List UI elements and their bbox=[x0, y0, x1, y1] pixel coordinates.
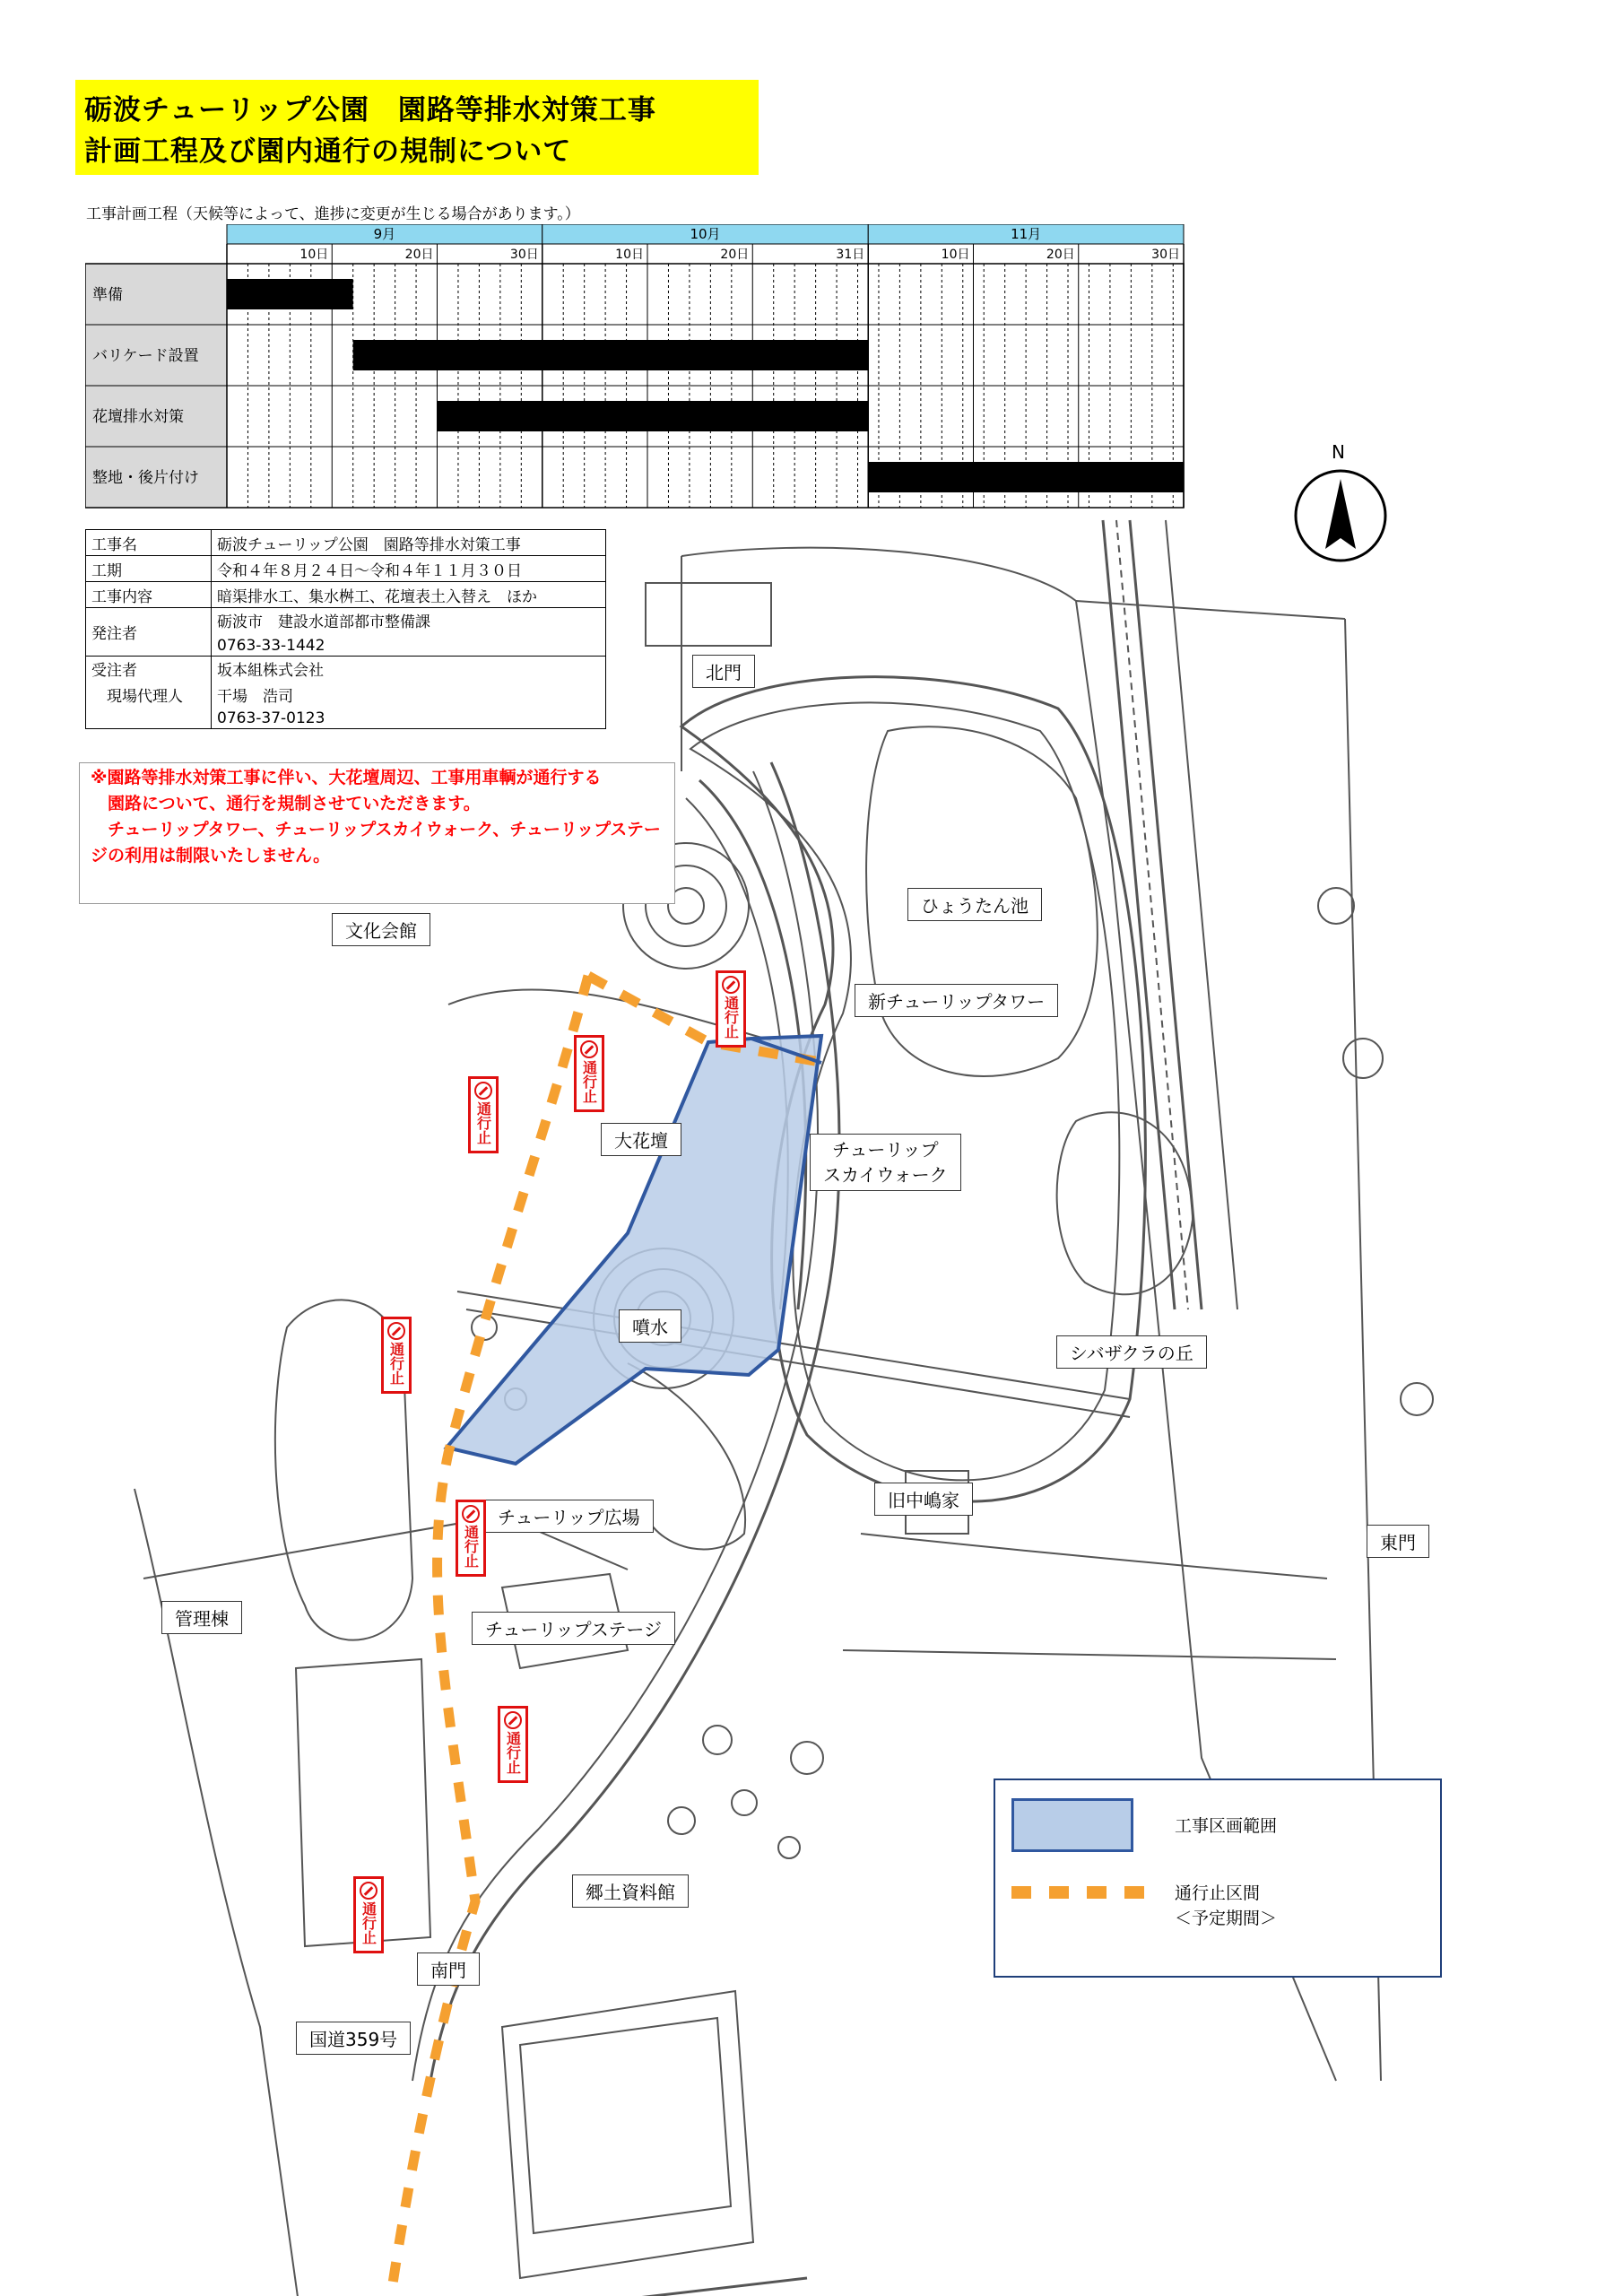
gantt-day-tick-label: 30日 bbox=[1151, 248, 1180, 262]
label-tulip-stage: チューリップステージ bbox=[472, 1612, 675, 1645]
label-bunka-kaikan: 文化会館 bbox=[332, 913, 430, 946]
label-south-gate: 南門 bbox=[417, 1952, 480, 1986]
road-closed-sign: 通行止 bbox=[574, 1035, 604, 1112]
compass-icon bbox=[1291, 466, 1390, 565]
label-east-gate: 東門 bbox=[1367, 1525, 1429, 1558]
gantt-subheader bbox=[227, 244, 1184, 264]
info-value: 令和４年８月２４日～令和４年１１月３０日 bbox=[212, 556, 606, 582]
label-skywalk-line2: スカイウォーク bbox=[823, 1164, 948, 1186]
label-skywalk bbox=[810, 1134, 961, 1191]
gantt-bar bbox=[353, 340, 869, 370]
label-north-gate: 北門 bbox=[692, 655, 755, 688]
no-entry-icon bbox=[504, 1711, 522, 1729]
schedule-gantt-chart bbox=[85, 224, 1188, 518]
gantt-task-label: バリケード設置 bbox=[92, 347, 199, 365]
orderer-phone: 0763-33-1442 bbox=[217, 637, 325, 655]
gantt-month-label: 9月 bbox=[373, 226, 396, 242]
contractor-label: 受注者 bbox=[91, 662, 137, 680]
label-tulip-square: チューリップ広場 bbox=[484, 1500, 654, 1533]
label-nakajima-house: 旧中嶋家 bbox=[874, 1483, 973, 1516]
legend-area-label: 工事区画範囲 bbox=[1175, 1816, 1278, 1836]
label-daikadan: 大花壇 bbox=[601, 1123, 681, 1156]
notice-line-2: 園路について、通行を規制させていただきます。 bbox=[91, 794, 481, 813]
site-agent-label: 現場代理人 bbox=[91, 688, 183, 706]
gantt-month-label: 10月 bbox=[690, 226, 721, 242]
road-closed-sign: 通行止 bbox=[498, 1706, 528, 1783]
gantt-task-label: 花壇排水対策 bbox=[92, 408, 184, 426]
gantt-caption: 工事計画工程（天候等によって、進捗に変更が生じる場合があります。） bbox=[86, 205, 580, 223]
title-line-1: 砺波チューリップ公園 園路等排水対策工事 bbox=[84, 94, 656, 126]
road-closed-sign: 通行止 bbox=[456, 1500, 486, 1577]
label-route-359: 国道359号 bbox=[296, 2022, 411, 2055]
no-entry-icon bbox=[387, 1322, 405, 1340]
gantt-day-tick-label: 20日 bbox=[1046, 248, 1075, 262]
notice-line-1: ※園路等排水対策工事に伴い、大花壇周辺、工事用車輌が通行する bbox=[91, 768, 602, 787]
gantt-day-tick-label: 10日 bbox=[615, 248, 645, 262]
gantt-bar bbox=[868, 462, 1184, 492]
gantt-bar bbox=[438, 401, 869, 431]
gantt-day-tick-label: 20日 bbox=[404, 248, 434, 262]
gantt-day-tick-label: 31日 bbox=[836, 248, 865, 262]
road-closed-sign: 通行止 bbox=[716, 970, 746, 1048]
info-value: 砺波チューリップ公園 園路等排水対策工事 bbox=[212, 530, 606, 556]
legend-area-swatch bbox=[1011, 1798, 1133, 1852]
gantt-bar bbox=[227, 279, 353, 309]
construction-area bbox=[447, 1036, 821, 1464]
notice-line-3: チューリップタワー、チューリップスカイウォーク、チューリップステー bbox=[91, 820, 661, 839]
legend-closed-label bbox=[1175, 1881, 1277, 1931]
legend-closed-swatch bbox=[1011, 1883, 1146, 1902]
gantt-day-tick-label: 20日 bbox=[720, 248, 750, 262]
no-entry-icon bbox=[474, 1082, 492, 1100]
north-label: N bbox=[1332, 441, 1345, 463]
label-shibazakura-hill: シバザクラの丘 bbox=[1056, 1335, 1207, 1369]
info-value: 暗渠排水工、集水桝工、花壇表土入替え ほか bbox=[212, 582, 606, 608]
label-hyoutan-pond: ひょうたん池 bbox=[907, 888, 1042, 921]
title-banner bbox=[75, 80, 759, 175]
legend-closed-label-1: 通行止区間 bbox=[1175, 1883, 1261, 1903]
gantt-day-tick-label: 10日 bbox=[941, 248, 970, 262]
label-kanri-building: 管理棟 bbox=[161, 1601, 242, 1634]
label-fountain: 噴水 bbox=[619, 1309, 681, 1343]
notice-line-4: ジの利用は制限いたしません。 bbox=[91, 846, 331, 865]
info-label: 工事名 bbox=[86, 530, 212, 556]
road-closed-sign: 通行止 bbox=[381, 1317, 412, 1394]
label-kyodo-museum: 郷土資料館 bbox=[572, 1874, 689, 1908]
gantt-task-label: 整地・後片付け bbox=[92, 469, 199, 487]
road-closed-sign: 通行止 bbox=[468, 1076, 499, 1153]
gantt-day-tick-label: 10日 bbox=[299, 248, 329, 262]
info-label: 工期 bbox=[86, 556, 212, 582]
label-tulip-tower: 新チューリップタワー bbox=[855, 984, 1058, 1017]
gantt-day-tick-label: 30日 bbox=[509, 248, 539, 262]
label-skywalk-line1: チューリップ bbox=[832, 1139, 939, 1161]
title-line-2: 計画工程及び園内通行の規制について bbox=[84, 135, 572, 168]
contractor-name: 坂本組株式会社 bbox=[217, 662, 324, 680]
no-entry-icon bbox=[360, 1882, 378, 1900]
restriction-notice bbox=[79, 762, 675, 904]
no-entry-icon bbox=[722, 976, 740, 994]
north-arrow bbox=[1291, 441, 1390, 567]
legend-closed-label-2: ＜予定期間＞ bbox=[1175, 1909, 1278, 1928]
road-closed-sign: 通行止 bbox=[353, 1876, 384, 1953]
info-label: 発注者 bbox=[86, 608, 212, 657]
site-agent-name: 干場 浩司 bbox=[217, 688, 293, 706]
info-label: 工事内容 bbox=[86, 582, 212, 608]
map-legend bbox=[994, 1779, 1442, 1978]
orderer-name: 砺波市 建設水道部都市整備課 bbox=[217, 613, 430, 631]
gantt-month-label: 11月 bbox=[1011, 226, 1042, 242]
gantt-task-label: 準備 bbox=[92, 286, 123, 304]
no-entry-icon bbox=[462, 1505, 480, 1523]
contractor-phone: 0763-37-0123 bbox=[217, 709, 325, 727]
no-entry-icon bbox=[580, 1040, 598, 1058]
